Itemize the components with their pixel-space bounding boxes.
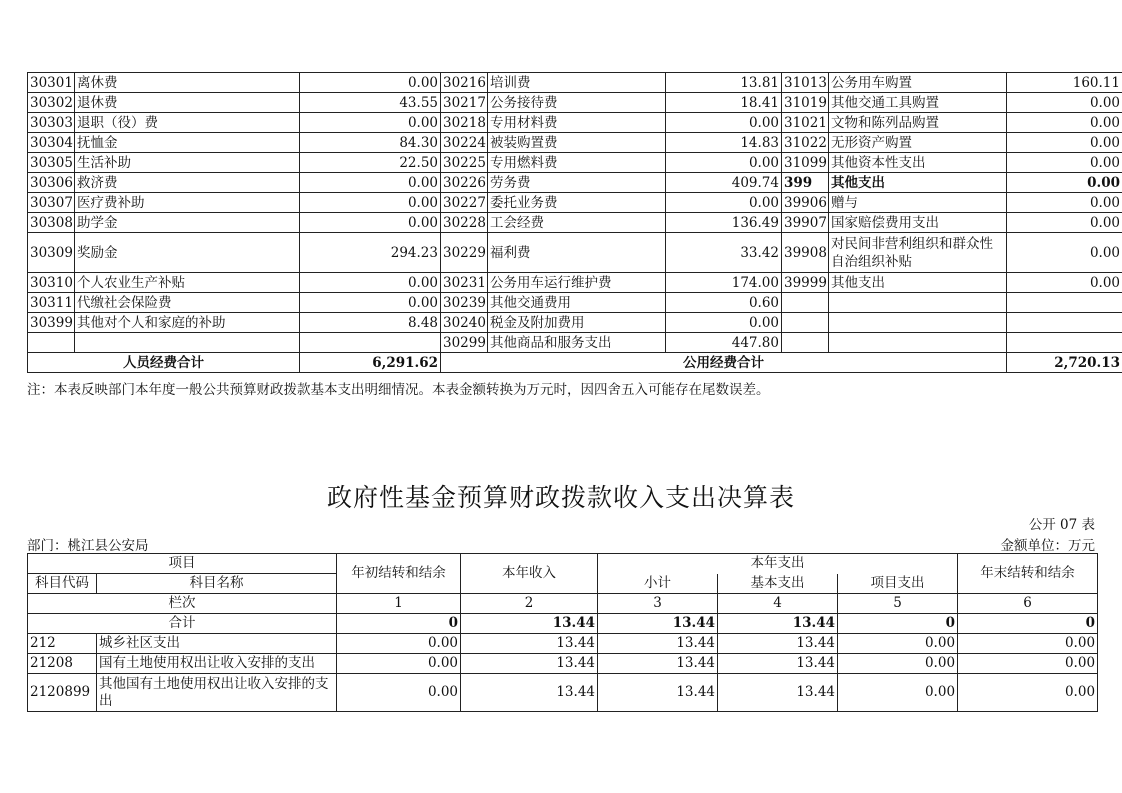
personnel-amount: 0.00 bbox=[300, 193, 441, 213]
capital-code bbox=[782, 313, 829, 333]
capital-name: 无形资产购置 bbox=[829, 133, 1007, 153]
personnel-name: 离休费 bbox=[75, 73, 300, 93]
row-closing: 0.00 bbox=[958, 634, 1098, 654]
total-subtotal: 13.44 bbox=[598, 614, 718, 634]
total-basic: 13.44 bbox=[718, 614, 838, 634]
row-opening: 0.00 bbox=[337, 654, 461, 674]
header-basic: 基本支出 bbox=[718, 574, 838, 594]
public-name: 专用材料费 bbox=[488, 113, 666, 133]
personnel-amount bbox=[300, 333, 441, 353]
public-name: 税金及附加费用 bbox=[488, 313, 666, 333]
header-name: 科目名称 bbox=[97, 574, 337, 594]
table-row bbox=[28, 173, 1122, 193]
header-income: 本年收入 bbox=[461, 554, 598, 594]
public-name: 劳务费 bbox=[488, 173, 666, 193]
capital-name: 其他资本性支出 bbox=[829, 153, 1007, 173]
public-amount: 0.00 bbox=[666, 313, 782, 333]
capital-amount: 0.00 bbox=[1007, 133, 1122, 153]
capital-code bbox=[782, 293, 829, 313]
row-closing: 0.00 bbox=[958, 654, 1098, 674]
capital-amount: 0.00 bbox=[1007, 233, 1122, 273]
public-code: 30218 bbox=[441, 113, 488, 133]
total-closing: 0 bbox=[958, 614, 1098, 634]
total-row bbox=[28, 353, 1122, 373]
table-note: 注：本表反映部门本年度一般公共预算财政拨款基本支出明细情况。本表金额转换为万元时，因四舍五入可能存在尾数误差。 bbox=[27, 382, 770, 398]
row-opening: 0.00 bbox=[337, 674, 461, 712]
personnel-amount: 43.55 bbox=[300, 93, 441, 113]
capital-amount bbox=[1007, 313, 1122, 333]
row-basic: 13.44 bbox=[718, 634, 838, 654]
capital-name bbox=[829, 333, 1007, 353]
header-project: 项目支出 bbox=[838, 574, 958, 594]
public-code: 30228 bbox=[441, 213, 488, 233]
form-number: 公开 07 表 bbox=[1028, 517, 1095, 533]
public-amount: 13.81 bbox=[666, 73, 782, 93]
public-code: 30240 bbox=[441, 313, 488, 333]
personnel-amount: 0.00 bbox=[300, 113, 441, 133]
row-name: 国有土地使用权出让收入安排的支出 bbox=[97, 654, 337, 674]
row-income: 13.44 bbox=[461, 654, 598, 674]
row-name: 城乡社区支出 bbox=[97, 634, 337, 654]
total-income: 13.44 bbox=[461, 614, 598, 634]
row-closing: 0.00 bbox=[958, 674, 1098, 712]
table-row bbox=[28, 113, 1122, 133]
row-code: 2120899 bbox=[28, 674, 97, 712]
table-row bbox=[28, 153, 1122, 173]
table-row bbox=[28, 193, 1122, 213]
public-amount: 0.60 bbox=[666, 293, 782, 313]
capital-amount: 0.00 bbox=[1007, 193, 1122, 213]
capital-name: 赠与 bbox=[829, 193, 1007, 213]
personnel-amount: 8.48 bbox=[300, 313, 441, 333]
capital-code bbox=[782, 333, 829, 353]
capital-amount: 0.00 bbox=[1007, 113, 1122, 133]
row-code: 212 bbox=[28, 634, 97, 654]
table-row bbox=[28, 213, 1122, 233]
capital-amount: 0.00 bbox=[1007, 173, 1122, 193]
public-code: 30299 bbox=[441, 333, 488, 353]
capital-name bbox=[829, 293, 1007, 313]
capital-code: 31099 bbox=[782, 153, 829, 173]
capital-code: 399 bbox=[782, 173, 829, 193]
personnel-total-value: 6,291.62 bbox=[300, 353, 441, 373]
capital-code: 31019 bbox=[782, 93, 829, 113]
personnel-name: 个人农业生产补贴 bbox=[75, 273, 300, 293]
total-opening: 0 bbox=[337, 614, 461, 634]
capital-code: 39999 bbox=[782, 273, 829, 293]
personnel-code: 30311 bbox=[28, 293, 75, 313]
capital-name: 其他交通工具购置 bbox=[829, 93, 1007, 113]
capital-amount: 0.00 bbox=[1007, 273, 1122, 293]
row-project: 0.00 bbox=[838, 674, 958, 712]
capital-amount: 0.00 bbox=[1007, 153, 1122, 173]
public-name: 培训费 bbox=[488, 73, 666, 93]
public-amount: 33.42 bbox=[666, 233, 782, 273]
personnel-code: 30305 bbox=[28, 153, 75, 173]
table-row bbox=[28, 333, 1122, 353]
capital-name: 其他支出 bbox=[829, 173, 1007, 193]
public-name: 其他交通费用 bbox=[488, 293, 666, 313]
public-amount: 409.74 bbox=[666, 173, 782, 193]
header-opening: 年初结转和结余 bbox=[337, 554, 461, 594]
public-amount: 447.80 bbox=[666, 333, 782, 353]
basic-expenditure-table bbox=[27, 72, 1122, 373]
personnel-code: 30302 bbox=[28, 93, 75, 113]
personnel-amount: 0.00 bbox=[300, 293, 441, 313]
table-row bbox=[28, 93, 1122, 113]
capital-amount: 160.11 bbox=[1007, 73, 1122, 93]
personnel-name: 退职（役）费 bbox=[75, 113, 300, 133]
government-fund-table bbox=[27, 553, 1098, 712]
personnel-code: 30307 bbox=[28, 193, 75, 213]
column-number-2: 2 bbox=[461, 594, 598, 614]
public-code: 30216 bbox=[441, 73, 488, 93]
personnel-name bbox=[75, 333, 300, 353]
personnel-amount: 0.00 bbox=[300, 273, 441, 293]
personnel-amount: 22.50 bbox=[300, 153, 441, 173]
capital-code: 39906 bbox=[782, 193, 829, 213]
public-name: 其他商品和服务支出 bbox=[488, 333, 666, 353]
row-subtotal: 13.44 bbox=[598, 634, 718, 654]
personnel-code bbox=[28, 333, 75, 353]
public-code: 30226 bbox=[441, 173, 488, 193]
public-total-value: 2,720.13 bbox=[1007, 353, 1122, 373]
header-code: 科目代码 bbox=[28, 574, 97, 594]
public-name: 公务用车运行维护费 bbox=[488, 273, 666, 293]
public-name: 被装购置费 bbox=[488, 133, 666, 153]
public-amount: 174.00 bbox=[666, 273, 782, 293]
capital-name bbox=[829, 313, 1007, 333]
public-amount: 14.83 bbox=[666, 133, 782, 153]
column-number-3: 3 bbox=[598, 594, 718, 614]
public-name: 委托业务费 bbox=[488, 193, 666, 213]
personnel-code: 30308 bbox=[28, 213, 75, 233]
public-code: 30225 bbox=[441, 153, 488, 173]
capital-name: 其他支出 bbox=[829, 273, 1007, 293]
personnel-amount: 0.00 bbox=[300, 213, 441, 233]
row-income: 13.44 bbox=[461, 634, 598, 654]
personnel-name: 抚恤金 bbox=[75, 133, 300, 153]
personnel-code: 30310 bbox=[28, 273, 75, 293]
personnel-name: 奖励金 bbox=[75, 233, 300, 273]
row-income: 13.44 bbox=[461, 674, 598, 712]
personnel-name: 其他对个人和家庭的补助 bbox=[75, 313, 300, 333]
column-number-5: 5 bbox=[838, 594, 958, 614]
personnel-total-label: 人员经费合计 bbox=[28, 353, 300, 373]
public-code: 30217 bbox=[441, 93, 488, 113]
public-code: 30239 bbox=[441, 293, 488, 313]
personnel-amount: 0.00 bbox=[300, 73, 441, 93]
public-name: 福利费 bbox=[488, 233, 666, 273]
public-code: 30231 bbox=[441, 273, 488, 293]
capital-name: 文物和陈列品购置 bbox=[829, 113, 1007, 133]
row-project: 0.00 bbox=[838, 634, 958, 654]
capital-amount: 0.00 bbox=[1007, 213, 1122, 233]
public-amount: 136.49 bbox=[666, 213, 782, 233]
public-name: 专用燃料费 bbox=[488, 153, 666, 173]
personnel-amount: 294.23 bbox=[300, 233, 441, 273]
capital-amount: 0.00 bbox=[1007, 93, 1122, 113]
capital-name: 对民间非营利组织和群众性自治组织补贴 bbox=[829, 233, 1007, 273]
row-basic: 13.44 bbox=[718, 654, 838, 674]
header-subtotal: 小计 bbox=[598, 574, 718, 594]
capital-amount bbox=[1007, 293, 1122, 313]
capital-name: 国家赔偿费用支出 bbox=[829, 213, 1007, 233]
row-basic: 13.44 bbox=[718, 674, 838, 712]
capital-code: 39907 bbox=[782, 213, 829, 233]
column-number-1: 1 bbox=[337, 594, 461, 614]
public-amount: 0.00 bbox=[666, 153, 782, 173]
capital-code: 31022 bbox=[782, 133, 829, 153]
header-closing: 年末结转和结余 bbox=[958, 554, 1098, 594]
column-number-6: 6 bbox=[958, 594, 1098, 614]
personnel-amount: 84.30 bbox=[300, 133, 441, 153]
table-row bbox=[28, 73, 1122, 93]
row-opening: 0.00 bbox=[337, 634, 461, 654]
personnel-name: 医疗费补助 bbox=[75, 193, 300, 213]
public-code: 30229 bbox=[441, 233, 488, 273]
capital-code: 31021 bbox=[782, 113, 829, 133]
capital-name: 公务用车购置 bbox=[829, 73, 1007, 93]
personnel-name: 生活补助 bbox=[75, 153, 300, 173]
public-name: 公务接待费 bbox=[488, 93, 666, 113]
personnel-name: 救济费 bbox=[75, 173, 300, 193]
capital-code: 39908 bbox=[782, 233, 829, 273]
personnel-code: 30399 bbox=[28, 313, 75, 333]
table-row bbox=[28, 233, 1122, 273]
personnel-code: 30303 bbox=[28, 113, 75, 133]
page-title: 政府性基金预算财政拨款收入支出决算表 bbox=[326, 483, 795, 512]
public-code: 30224 bbox=[441, 133, 488, 153]
row-code: 21208 bbox=[28, 654, 97, 674]
table-row bbox=[28, 273, 1122, 293]
row-project: 0.00 bbox=[838, 654, 958, 674]
row-name: 其他国有土地使用权出让收入安排的支出 bbox=[97, 674, 337, 712]
capital-code: 31013 bbox=[782, 73, 829, 93]
table-row bbox=[28, 293, 1122, 313]
public-amount: 0.00 bbox=[666, 193, 782, 213]
header-expense: 本年支出 bbox=[598, 554, 958, 574]
public-amount: 18.41 bbox=[666, 93, 782, 113]
row-subtotal: 13.44 bbox=[598, 654, 718, 674]
table-row bbox=[28, 133, 1122, 153]
total-project: 0 bbox=[838, 614, 958, 634]
personnel-code: 30304 bbox=[28, 133, 75, 153]
column-label: 栏次 bbox=[28, 594, 337, 614]
table-row bbox=[28, 313, 1122, 333]
public-amount: 0.00 bbox=[666, 113, 782, 133]
personnel-code: 30301 bbox=[28, 73, 75, 93]
personnel-name: 助学金 bbox=[75, 213, 300, 233]
amount-unit-label: 金额单位：万元 bbox=[1000, 538, 1095, 554]
capital-amount bbox=[1007, 333, 1122, 353]
public-name: 工会经费 bbox=[488, 213, 666, 233]
total-label: 合计 bbox=[28, 614, 337, 634]
personnel-name: 退休费 bbox=[75, 93, 300, 113]
public-code: 30227 bbox=[441, 193, 488, 213]
header-item: 项目 bbox=[28, 554, 337, 574]
column-number-4: 4 bbox=[718, 594, 838, 614]
department-label: 部门：桃江县公安局 bbox=[27, 538, 149, 554]
personnel-name: 代缴社会保险费 bbox=[75, 293, 300, 313]
row-subtotal: 13.44 bbox=[598, 674, 718, 712]
personnel-code: 30309 bbox=[28, 233, 75, 273]
public-total-label: 公用经费合计 bbox=[441, 353, 1007, 373]
personnel-code: 30306 bbox=[28, 173, 75, 193]
personnel-amount: 0.00 bbox=[300, 173, 441, 193]
